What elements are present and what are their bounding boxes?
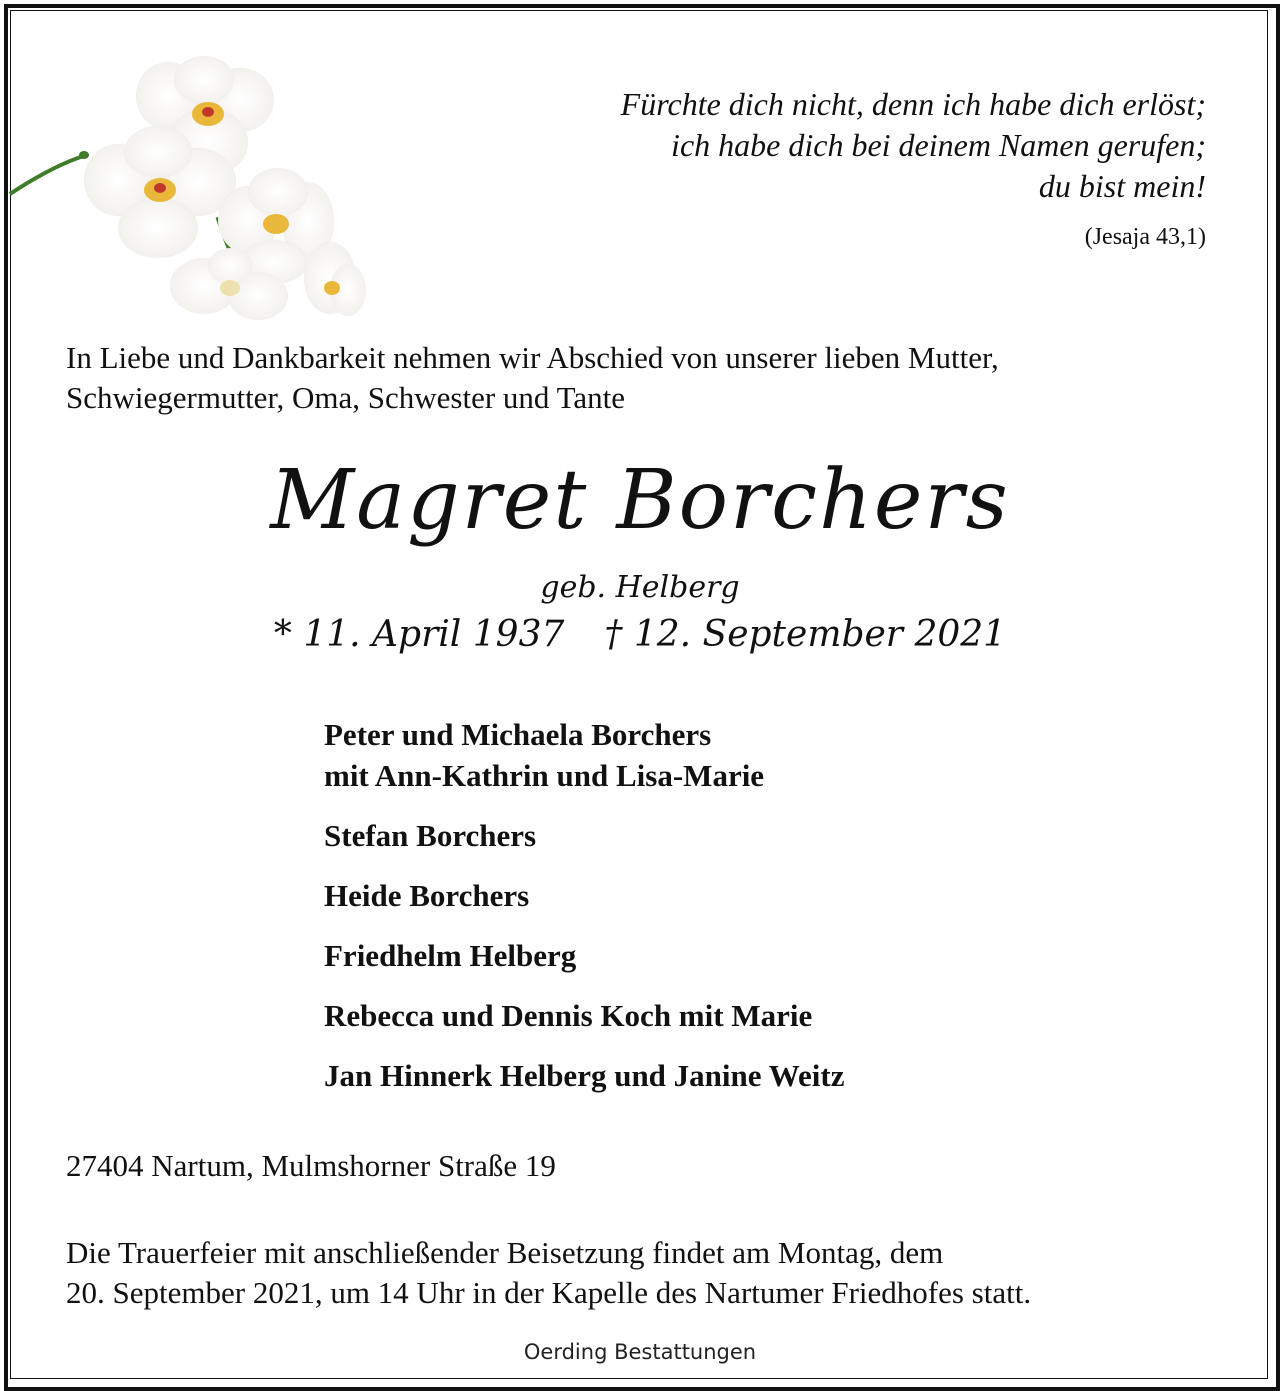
mourner-line: Stefan Borchers [324,818,537,853]
death-date: † 12. September 2021 [604,614,1007,655]
family-address: 27404 Nartum, Mulmshorner Straße 19 [66,1148,556,1183]
mourner-entry [324,1055,1224,1096]
mourners-list [324,714,1224,1115]
verse-line: du bist mein! [1038,168,1206,204]
mourner-entry [324,875,1224,916]
deceased-name: Magret Borchers [270,453,1010,548]
mourner-entry [324,815,1224,856]
birth-date: * 11. April 1937 [273,614,565,655]
verse-reference: (Jesaja 43,1) [1084,224,1206,250]
mourner-entry [324,995,1224,1036]
mourner-line: Friedhelm Helberg [324,938,577,973]
funeral-service-info [66,1233,1246,1313]
verse-line: Fürchte dich nicht, denn ich habe dich erlöst; [620,86,1206,122]
bible-verse [506,84,1206,207]
mourner-line: Peter und Michaela Borchers [324,717,712,752]
intro-line: Schwiegermutter, Oma, Schwester und Tante [66,380,626,415]
intro-text [66,338,1216,418]
mourner-line: mit Ann-Kathrin und Lisa-Marie [324,758,765,793]
mourner-line: Heide Borchers [324,878,530,913]
undertaker-name: Oerding Bestattungen [523,1340,757,1364]
verse-line: ich habe dich bei deinem Namen gerufen; [671,127,1206,163]
orchid-illustration [8,52,378,322]
mourner-line: Rebecca und Dennis Koch mit Marie [324,998,813,1033]
mourner-line: Jan Hinnerk Helberg und Janine Weitz [324,1058,845,1093]
birth-name: geb. Helberg [540,570,740,605]
service-line: 20. September 2021, um 14 Uhr in der Kapelle des Nartumer Friedhofes statt. [66,1275,1032,1310]
intro-line: In Liebe und Dankbarkeit nehmen wir Abschied von unserer lieben Mutter, [66,340,999,375]
mourner-entry [324,935,1224,976]
service-line: Die Trauerfeier mit anschließender Beisetzung findet am Montag, dem [66,1235,944,1270]
life-dates [0,614,1280,655]
mourner-entry [324,714,1224,796]
